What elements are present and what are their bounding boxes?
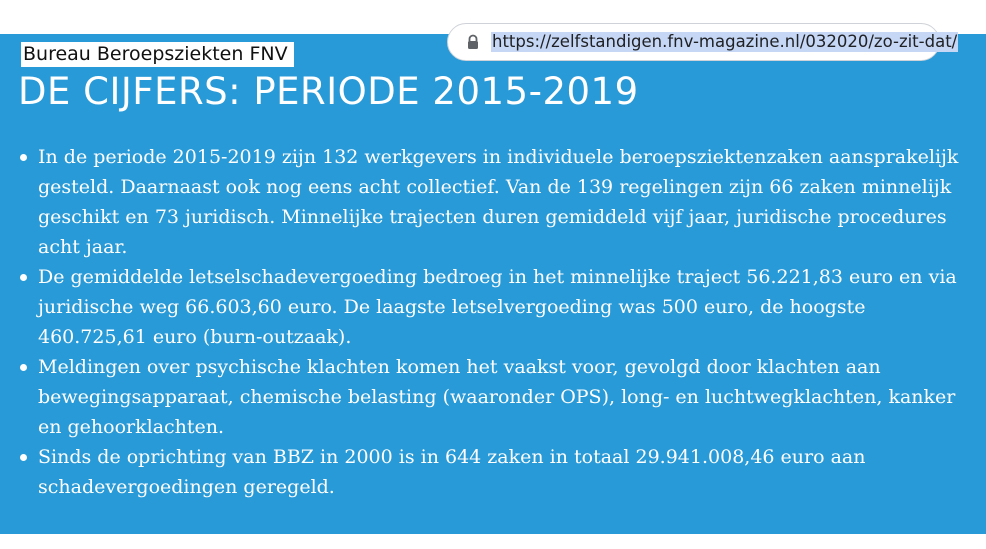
list-item: Sinds de oprichting van BBZ in 2000 is in 644 zaken in totaal 29.941.008,46 euro aan schadevergoedingen geregeld.: [20, 442, 980, 502]
bottom-whitespace: [0, 534, 986, 549]
source-label: Bureau Beroepsziekten FNV: [21, 42, 294, 67]
lock-icon[interactable]: [465, 34, 481, 50]
list-item: In de periode 2015-2019 zijn 132 werkgevers in individuele beroepsziektenzaken aansprakelijk gesteld. Daarnaast ook nog eens acht collectief. Van de 139 regelingen zijn 66 zaken minnelijk geschikt en 73 juridisch. Minnelijke trajecten duren gemiddeld vijf jaar, juridische procedures acht jaar.: [20, 142, 980, 262]
list-item: De gemiddelde letselschadevergoeding bedroeg in het minnelijke traject 56.221,83 euro en via juridische weg 66.603,60 euro. De laagste letselvergoeding was 500 euro, de hoogste 460.725,61 euro (burn-outzaak).: [20, 262, 980, 352]
list-item: Meldingen over psychische klachten komen het vaakst voor, gevolgd door klachten aan bewegingsapparaat, chemische belasting (waaronder OPS), long- en luchtwegklachten, kanker en gehoorklachten.: [20, 352, 980, 442]
address-bar[interactable]: [447, 23, 958, 61]
url-text[interactable]: https://zelfstandigen.fnv-magazine.nl/032020/zo-zit-dat/: [492, 32, 958, 51]
page-title: DE CIJFERS: PERIODE 2015-2019: [18, 70, 639, 113]
facts-list: [20, 142, 980, 502]
